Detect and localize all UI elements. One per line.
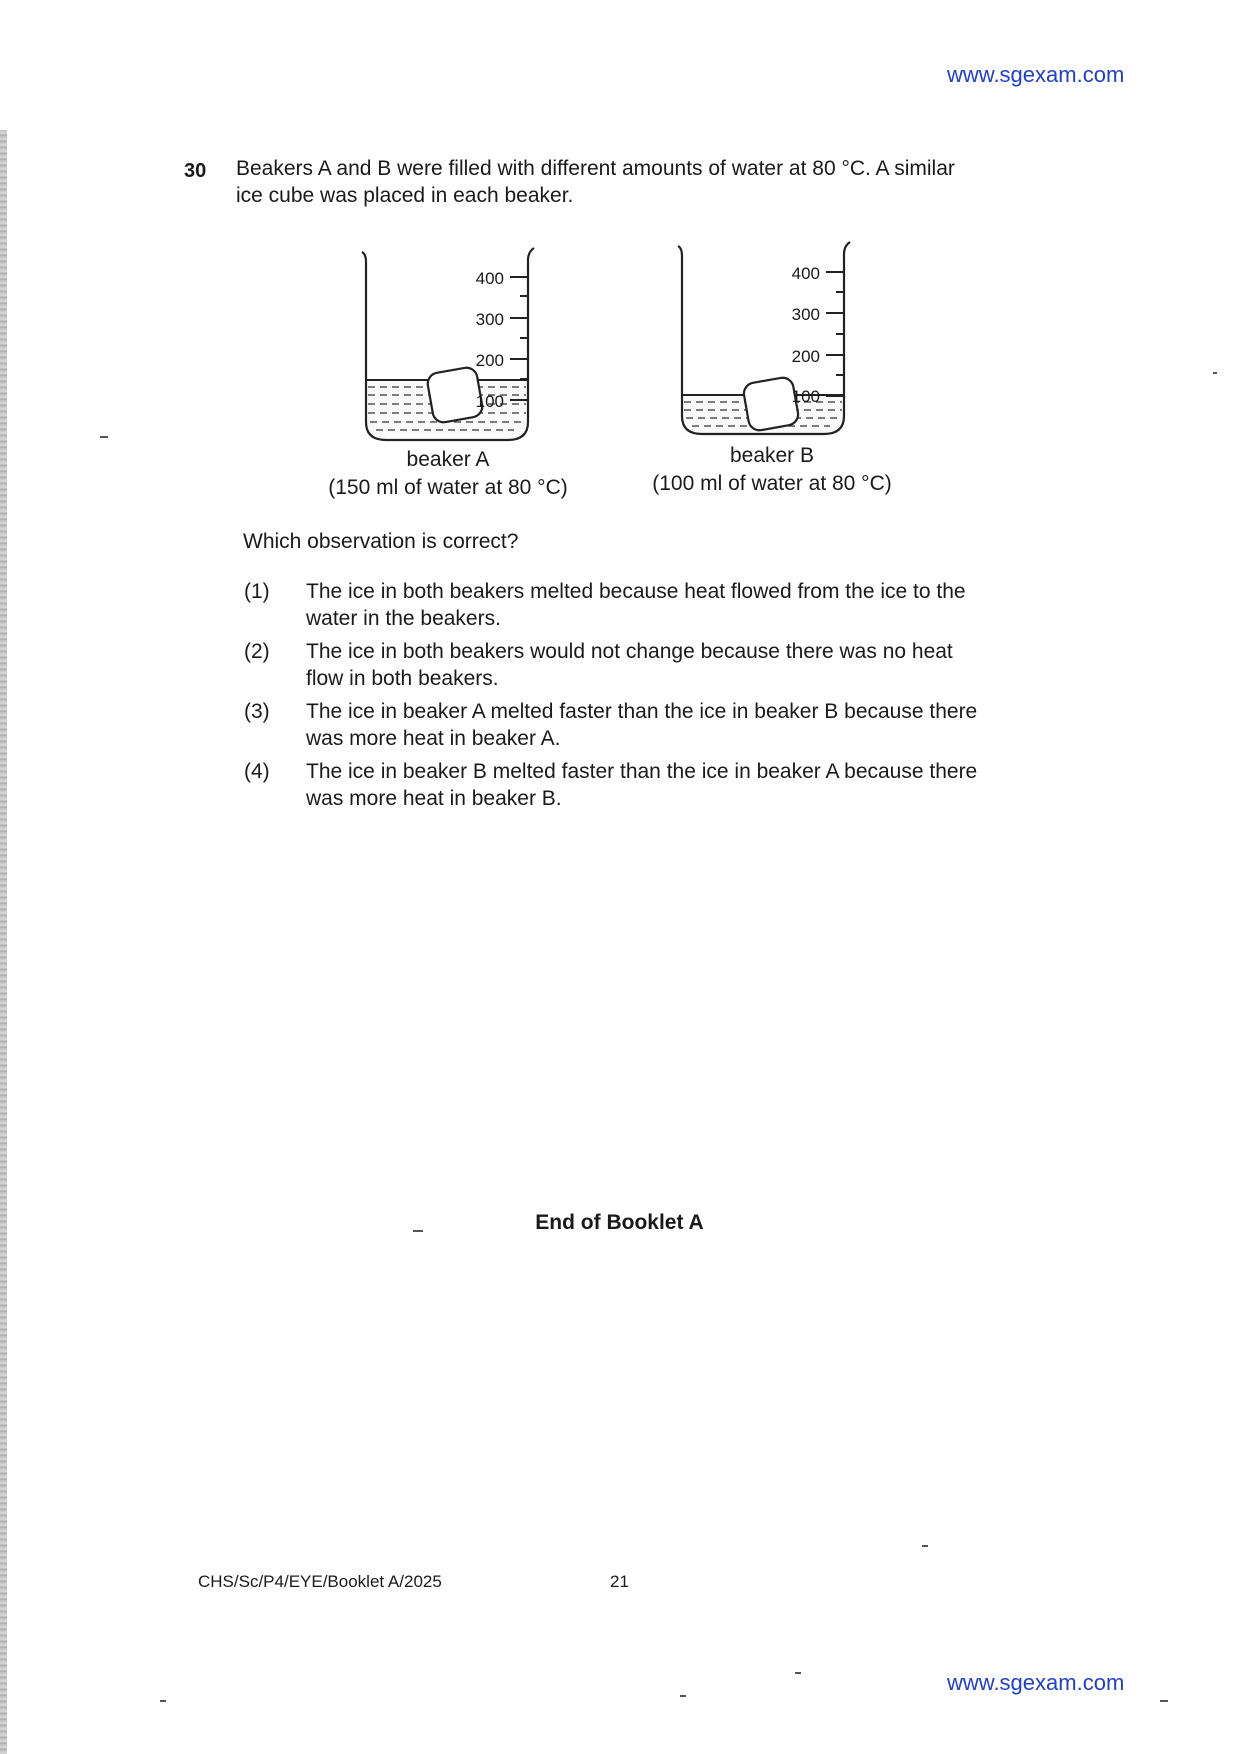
option-text: The ice in both beakers would not change because there was no heat flow in both beakers. <box>306 640 953 690</box>
beaker-b-label-100: 100 <box>791 387 820 406</box>
beaker-a-label-100: 100 <box>475 392 504 411</box>
beaker-a-name: beaker A <box>406 448 490 471</box>
scan-speck <box>1160 1700 1168 1702</box>
beaker-b-name: beaker B <box>729 444 815 467</box>
beaker-b-caption: (100 ml of water at 80 °C) <box>652 472 892 495</box>
option-4 <box>244 758 984 812</box>
scan-speck <box>413 1230 423 1232</box>
option-number: (4) <box>244 760 270 783</box>
question-prompt: Which observation is correct? <box>243 530 519 553</box>
end-of-booklet <box>0 1211 1239 1235</box>
answer-options <box>244 578 984 818</box>
option-2 <box>244 638 984 692</box>
option-text: The ice in beaker B melted faster than the ice in beaker A because there was more heat in beaker B. <box>306 760 978 810</box>
scan-speck <box>1213 372 1217 374</box>
beaker-b-label-300: 300 <box>791 305 820 324</box>
beaker-a <box>328 248 568 499</box>
option-1 <box>244 578 984 632</box>
end-of-booklet-text: End of Booklet A <box>535 1211 704 1234</box>
website-footer: www.sgexam.com <box>947 1670 1125 1695</box>
scan-speck <box>160 1700 166 1702</box>
beaker-b-label-200: 200 <box>791 347 820 366</box>
beaker-a-caption: (150 ml of water at 80 °C) <box>328 476 568 499</box>
scan-edge <box>0 130 7 1754</box>
option-3 <box>244 698 984 752</box>
beakers-figure <box>300 230 940 515</box>
beaker-a-label-200: 200 <box>475 351 504 370</box>
question-text: Beakers A and B were filled with different amounts of water at 80 °C. A similar ice cube was placed in each beaker. <box>236 157 955 207</box>
option-number: (3) <box>244 700 270 723</box>
option-text: The ice in both beakers melted because heat flowed from the ice to the water in the beakers. <box>306 580 966 630</box>
option-number: (1) <box>244 580 270 603</box>
beaker-b <box>652 242 892 495</box>
page-number: 21 <box>610 1572 629 1591</box>
question-number: 30 <box>184 160 207 182</box>
scan-speck <box>922 1545 928 1547</box>
scan-speck <box>680 1695 686 1697</box>
footer-code: CHS/Sc/P4/EYE/Booklet A/2025 <box>198 1572 442 1591</box>
scan-speck <box>100 436 108 438</box>
website-header: www.sgexam.com <box>947 62 1125 87</box>
option-text: The ice in beaker A melted faster than the ice in beaker B because there was more heat in beaker A. <box>306 700 978 750</box>
beaker-a-label-300: 300 <box>475 310 504 329</box>
beaker-a-label-400: 400 <box>475 269 504 288</box>
option-number: (2) <box>244 640 270 663</box>
scan-speck <box>795 1672 801 1674</box>
beaker-b-label-400: 400 <box>791 264 820 283</box>
